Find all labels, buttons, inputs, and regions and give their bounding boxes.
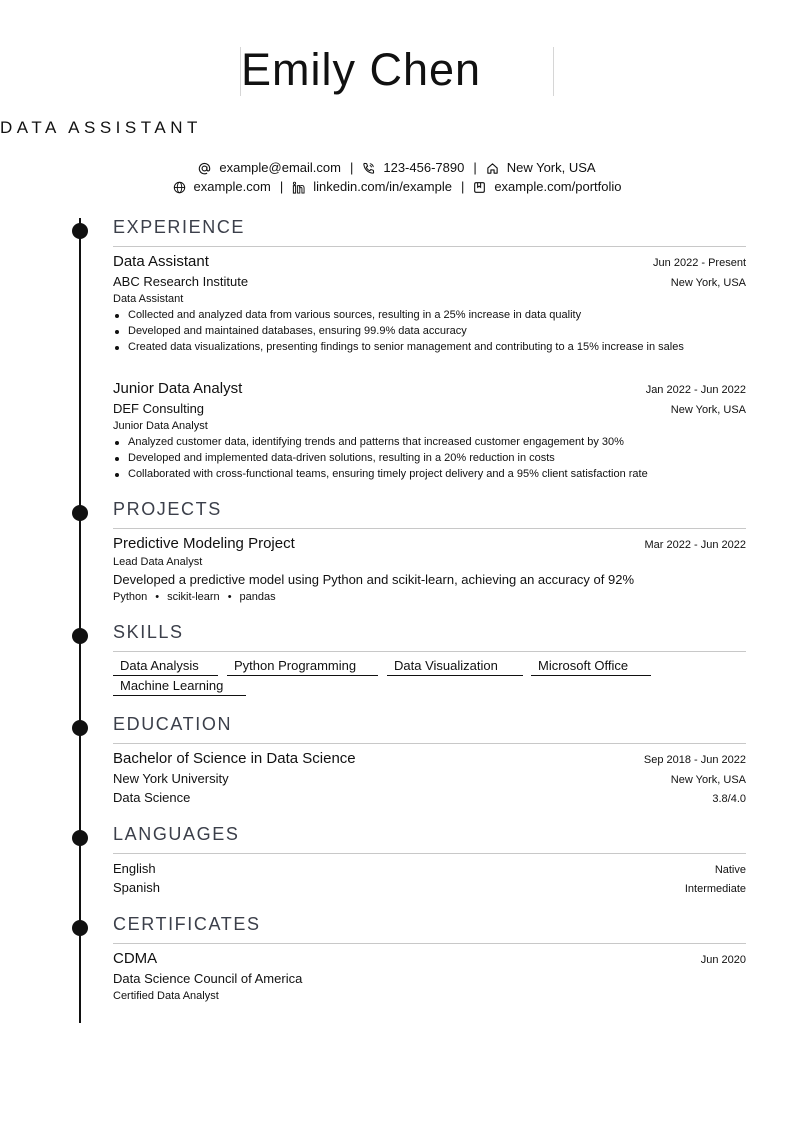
certificate-issuer: Data Science Council of America [113, 971, 303, 986]
experience-2-bullets [113, 436, 746, 484]
experience-role: Junior Data Analyst [113, 380, 243, 397]
section-divider [113, 853, 746, 854]
certificate-header [113, 950, 746, 968]
contact-location-text: New York, USA [506, 160, 596, 175]
contact-separator: | [279, 179, 284, 194]
language-name: English [113, 861, 156, 876]
linkedin-icon [292, 181, 305, 194]
contact-website-text: example.com [193, 179, 271, 194]
language-level: Native [714, 864, 746, 876]
timeline-dot [72, 920, 88, 936]
section-title-certificates: CERTIFICATES [113, 914, 261, 934]
language-name: Spanish [113, 880, 160, 895]
project-header [113, 535, 746, 553]
certificate-date: Jun 2020 [700, 954, 746, 966]
project-tech-list [113, 590, 276, 604]
phone-icon [362, 162, 375, 175]
education-dates: Sep 2018 - Jun 2022 [643, 754, 746, 766]
contact-website[interactable] [173, 179, 271, 195]
contact-email[interactable] [198, 160, 341, 176]
list-item: Created data visualizations, presenting findings to senior management and contributing to a 15% increase in sales [113, 341, 746, 353]
experience-company: ABC Research Institute [113, 274, 249, 289]
section-title-experience: EXPERIENCE [113, 217, 246, 237]
education-field: Data Science [113, 790, 191, 805]
list-item: Developed and implemented data-driven solutions, resulting in a 20% reduction in costs [113, 452, 746, 464]
experience-1-company-row [113, 274, 746, 290]
contact-email-text: example@email.com [219, 160, 341, 175]
project-role-row [113, 555, 746, 569]
portfolio-icon [473, 181, 486, 194]
section-divider [113, 528, 746, 529]
project-dates: Mar 2022 - Jun 2022 [644, 539, 746, 551]
section-title-skills: SKILLS [113, 622, 184, 642]
project-role: Lead Data Analyst [113, 556, 203, 568]
list-item: Developed and maintained databases, ensuring 99.9% data accuracy [113, 325, 746, 337]
job-title: DATA ASSISTANT [0, 118, 202, 137]
experience-location: New York, USA [670, 404, 746, 416]
globe-icon [173, 181, 186, 194]
education-degree: Bachelor of Science in Data Science [113, 750, 356, 767]
contact-separator: | [460, 179, 465, 194]
experience-1-bullets [113, 309, 746, 357]
list-item: Collaborated with cross-functional teams, ensuring timely project delivery and a 95% client satisfaction rate [113, 468, 746, 480]
at-icon [198, 162, 211, 175]
experience-2-header [113, 380, 746, 398]
project-description: Developed a predictive model using Python and scikit-learn, achieving an accuracy of 92% [113, 572, 635, 587]
certificate-name: CDMA [113, 950, 158, 967]
experience-location: New York, USA [670, 277, 746, 289]
section-title-education: EDUCATION [113, 714, 233, 734]
tech-separator: • [155, 591, 160, 603]
tech-item: scikit-learn [167, 591, 220, 603]
experience-role: Data Assistant [113, 253, 209, 270]
education-school-row [113, 771, 746, 787]
contact-portfolio-text: example.com/portfolio [494, 179, 622, 194]
name-block [240, 44, 554, 96]
certificate-description: Certified Data Analyst [113, 990, 219, 1002]
timeline-dot [72, 628, 88, 644]
education-gpa: 3.8/4.0 [712, 793, 746, 805]
language-row [113, 861, 746, 877]
experience-subtitle: Data Assistant [113, 293, 184, 305]
candidate-name: Emily Chen [241, 44, 482, 95]
timeline-dot [72, 223, 88, 239]
experience-2-company-row [113, 401, 746, 417]
tech-separator: • [227, 591, 232, 603]
section-divider [113, 651, 746, 652]
skill-tag: Data Analysis [113, 658, 218, 676]
contact-location [486, 160, 596, 176]
skill-tag: Python Programming [227, 658, 378, 676]
language-row [113, 880, 746, 896]
experience-1-header [113, 253, 746, 271]
language-level: Intermediate [684, 883, 746, 895]
timeline-dot [72, 505, 88, 521]
education-field-row [113, 790, 746, 806]
section-divider [113, 246, 746, 247]
certificate-issuer-row [113, 971, 746, 987]
skill-tag: Microsoft Office [531, 658, 651, 676]
education-header [113, 750, 746, 768]
experience-dates: Jan 2022 - Jun 2022 [645, 384, 746, 396]
contact-phone-text: 123-456-7890 [383, 160, 465, 175]
skill-tag: Data Visualization [387, 658, 523, 676]
list-item: Analyzed customer data, identifying trends and patterns that increased customer engagement by 30% [113, 436, 746, 448]
experience-company: DEF Consulting [113, 401, 205, 416]
contact-linkedin[interactable] [292, 179, 452, 195]
project-name: Predictive Modeling Project [113, 535, 295, 552]
home-icon [486, 162, 499, 175]
certificate-description-row [113, 989, 746, 1003]
section-title-languages: LANGUAGES [113, 824, 240, 844]
contact-separator: | [349, 160, 354, 175]
skill-tag: Machine Learning [113, 678, 246, 696]
list-item: Collected and analyzed data from various sources, resulting in a 25% increase in data quality [113, 309, 746, 321]
education-school: New York University [113, 771, 229, 786]
experience-subtitle: Junior Data Analyst [113, 420, 208, 432]
contact-row-2 [0, 179, 794, 195]
education-location: New York, USA [670, 774, 746, 786]
timeline-dot [72, 830, 88, 846]
section-divider [113, 943, 746, 944]
contact-separator: | [473, 160, 477, 175]
contact-linkedin-text: linkedin.com/in/example [313, 179, 452, 194]
experience-1-subtitle-row [113, 292, 746, 306]
section-title-projects: PROJECTS [113, 499, 222, 519]
tech-item: pandas [239, 591, 276, 603]
timeline-line [79, 218, 81, 1023]
contact-row-1 [0, 160, 794, 176]
tech-item: Python [113, 591, 148, 603]
contact-phone[interactable] [362, 160, 464, 176]
section-divider [113, 743, 746, 744]
contact-portfolio[interactable] [473, 179, 621, 195]
experience-2-subtitle-row [113, 419, 746, 433]
experience-dates: Jun 2022 - Present [653, 257, 746, 269]
timeline-dot [72, 720, 88, 736]
